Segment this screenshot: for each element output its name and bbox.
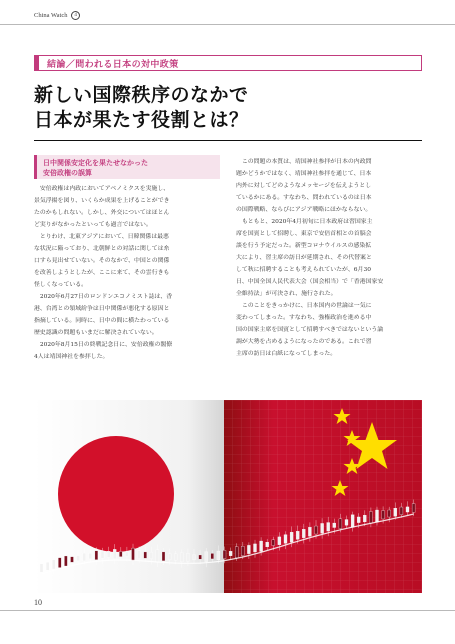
candle-body xyxy=(52,560,55,569)
text-line: 安倍政権は内政においてアベノミクスを実施し、 xyxy=(39,186,170,192)
candle-body xyxy=(290,532,293,542)
left-column-text xyxy=(34,183,222,363)
candle-body xyxy=(150,552,153,558)
text-line: 歴史認識の問題もいまだに解決されていない。 xyxy=(34,330,158,336)
candle-body xyxy=(357,517,360,523)
candle-body xyxy=(388,510,391,517)
candle-body xyxy=(284,535,287,544)
text-line: して秋に招聘することも考えられていたが、6月30 xyxy=(236,267,371,273)
text-line: 談を行う予定だった。新型コロナウイルスの感染拡 xyxy=(236,243,372,249)
candle-body xyxy=(278,537,281,545)
candle-body xyxy=(321,523,324,533)
candle-body xyxy=(162,552,165,561)
text-line: ているかにある。すなわち、問われているのは日本 xyxy=(236,195,372,201)
candle-body xyxy=(260,541,263,551)
candle-body xyxy=(382,511,385,519)
flags-chart-photo xyxy=(34,400,422,593)
text-line: 大により、習主席の訪日が延期され、その代替案と xyxy=(236,255,372,261)
section-tag xyxy=(34,55,422,71)
text-line: 4人は靖国神社を参拝した。 xyxy=(34,354,109,360)
candle-body xyxy=(223,550,226,558)
candle-body xyxy=(64,556,67,566)
subheading-bar xyxy=(34,155,37,179)
text-line: とりわけ、北東アジアにおいて、日韓関係は最悪 xyxy=(39,234,169,240)
candle-body xyxy=(369,512,372,523)
candle-body xyxy=(186,553,189,561)
text-line: 景気浮揚を図り、いくらか成果を上げることができ xyxy=(34,198,170,204)
text-line: もともと、2020年4月初旬に日本政府は習国家主 xyxy=(241,219,373,225)
section-tag-text: 結論／問われる日本の対中政策 xyxy=(47,60,179,70)
candle-body xyxy=(58,558,61,568)
text-line: を改善しようとしたが、ここに来て、その雲行きも xyxy=(34,270,170,276)
text-line: 口すら見出せていない。そのなかで、中国との関係 xyxy=(34,258,170,264)
text-line: 2020年6月27日のロンドンエコノミスト誌は、香 xyxy=(39,294,173,300)
article-title-line-2: 日本が果たす役割とは？ xyxy=(34,109,249,131)
text-line: 国の国家主席を国賓として招聘すべきではないという論 xyxy=(236,327,384,333)
candle-body xyxy=(193,555,196,560)
candle-body xyxy=(77,556,80,561)
text-line: 内外に対してどのようなメッセージを伝えようとし xyxy=(236,183,372,189)
candle-body xyxy=(351,515,354,528)
page-number: 10 xyxy=(34,598,42,607)
candle-body xyxy=(46,562,49,570)
text-line: 調が大勢を占めるようになったのである。これで習 xyxy=(236,339,372,345)
candle-body xyxy=(113,549,116,558)
candle-body xyxy=(412,504,415,513)
candle-body xyxy=(235,547,238,558)
candle-body xyxy=(333,523,336,527)
candle-body xyxy=(247,545,250,553)
japan-china-flags-image xyxy=(34,400,422,593)
candle-body xyxy=(83,553,86,561)
candle-body xyxy=(296,531,299,539)
candle-body xyxy=(144,552,147,558)
candle-body xyxy=(308,527,311,536)
text-line: この問題の本質は、靖国神社参拝が日本の内政問 xyxy=(241,159,372,165)
text-line: たのかもしれない。しかし、外交についてはほとん xyxy=(34,210,170,216)
text-line: 指摘している。同時に、日中の間に横たわっている xyxy=(34,318,170,324)
japan-flag-sun xyxy=(58,436,174,552)
candle-body xyxy=(125,552,128,556)
text-line: な状況に陥っており、北朝鮮との対話に関しては糸 xyxy=(34,246,170,252)
candle-body xyxy=(394,508,397,516)
candle-body xyxy=(132,548,135,561)
text-line: このことをきっかけに、日本国内の世論は一気に xyxy=(241,303,372,309)
candle-body xyxy=(241,546,244,556)
candle-body xyxy=(95,551,98,560)
candle-body xyxy=(345,520,348,526)
text-line: 港、台湾との領域紛争は日中関係が悪化する原因と xyxy=(34,306,170,312)
candle-body xyxy=(138,551,141,559)
text-line: 怪しくなっている。 xyxy=(34,282,88,288)
candle-body xyxy=(400,507,403,515)
candle-body xyxy=(376,510,379,522)
section-tag-bar xyxy=(35,56,39,70)
candle-body xyxy=(406,507,409,512)
candle-body xyxy=(339,519,342,529)
candle-body xyxy=(168,554,171,560)
header-label-text: China Watch xyxy=(34,11,68,19)
candle-body xyxy=(315,526,318,534)
candle-body xyxy=(199,555,202,559)
issue-number-badge: 4 xyxy=(71,11,80,20)
candle-body xyxy=(156,550,159,562)
candle-body xyxy=(107,551,110,557)
text-line: 席を国賓として招聘し、東京で安倍首相との首脳会 xyxy=(236,231,372,237)
text-line: の国際戦略、ならびにアジア戦略にほかならない。 xyxy=(236,207,372,213)
candle-body xyxy=(229,551,232,556)
candle-body xyxy=(205,552,208,562)
candle-body xyxy=(217,551,220,560)
text-line: 全維持法」が可決され、施行された。 xyxy=(236,291,337,297)
candle-body xyxy=(89,553,92,559)
candle-body xyxy=(211,553,214,559)
china-flag-grid xyxy=(224,400,422,593)
text-line: ど実りがなかったといっても過言ではない。 xyxy=(34,222,152,228)
subheading-line-1: 日中関係安定化を果たせなかった xyxy=(43,159,148,167)
candle-body xyxy=(119,551,122,556)
candle-body xyxy=(363,515,366,522)
candle-body xyxy=(266,542,269,547)
text-line: 2020年8月15日の終戦記念日に、安倍政権の閣僚 xyxy=(39,342,173,348)
candle-body xyxy=(254,544,257,552)
footer-rule xyxy=(0,610,455,611)
candle-body xyxy=(327,523,330,532)
candle-body xyxy=(272,540,275,546)
text-line: 主席の訪日は白紙になってしまった。 xyxy=(236,351,337,357)
running-header xyxy=(34,11,80,20)
candle-body xyxy=(71,557,74,563)
candle-body xyxy=(174,554,177,560)
candle-body xyxy=(101,551,104,558)
text-line: 変わってしまった。すなわち、強権政治を進める中 xyxy=(236,315,372,321)
title-rule xyxy=(34,140,422,141)
candle-body xyxy=(40,564,43,572)
subheading-line-2: 安倍政権の誤算 xyxy=(43,169,92,177)
subheading-box xyxy=(34,155,220,179)
text-line: 日、中国全国人民代表大会（国会相当）で「香港国家安 xyxy=(236,279,384,285)
article-title-line-1: 新しい国際秩序のなかで xyxy=(34,84,249,106)
candle-body xyxy=(180,553,183,562)
text-line: 題かどうかではなく、靖国神社参拝を通じて、日本 xyxy=(236,171,372,177)
right-column-text xyxy=(236,156,424,360)
candle-body xyxy=(302,529,305,537)
header-rule xyxy=(0,24,455,25)
